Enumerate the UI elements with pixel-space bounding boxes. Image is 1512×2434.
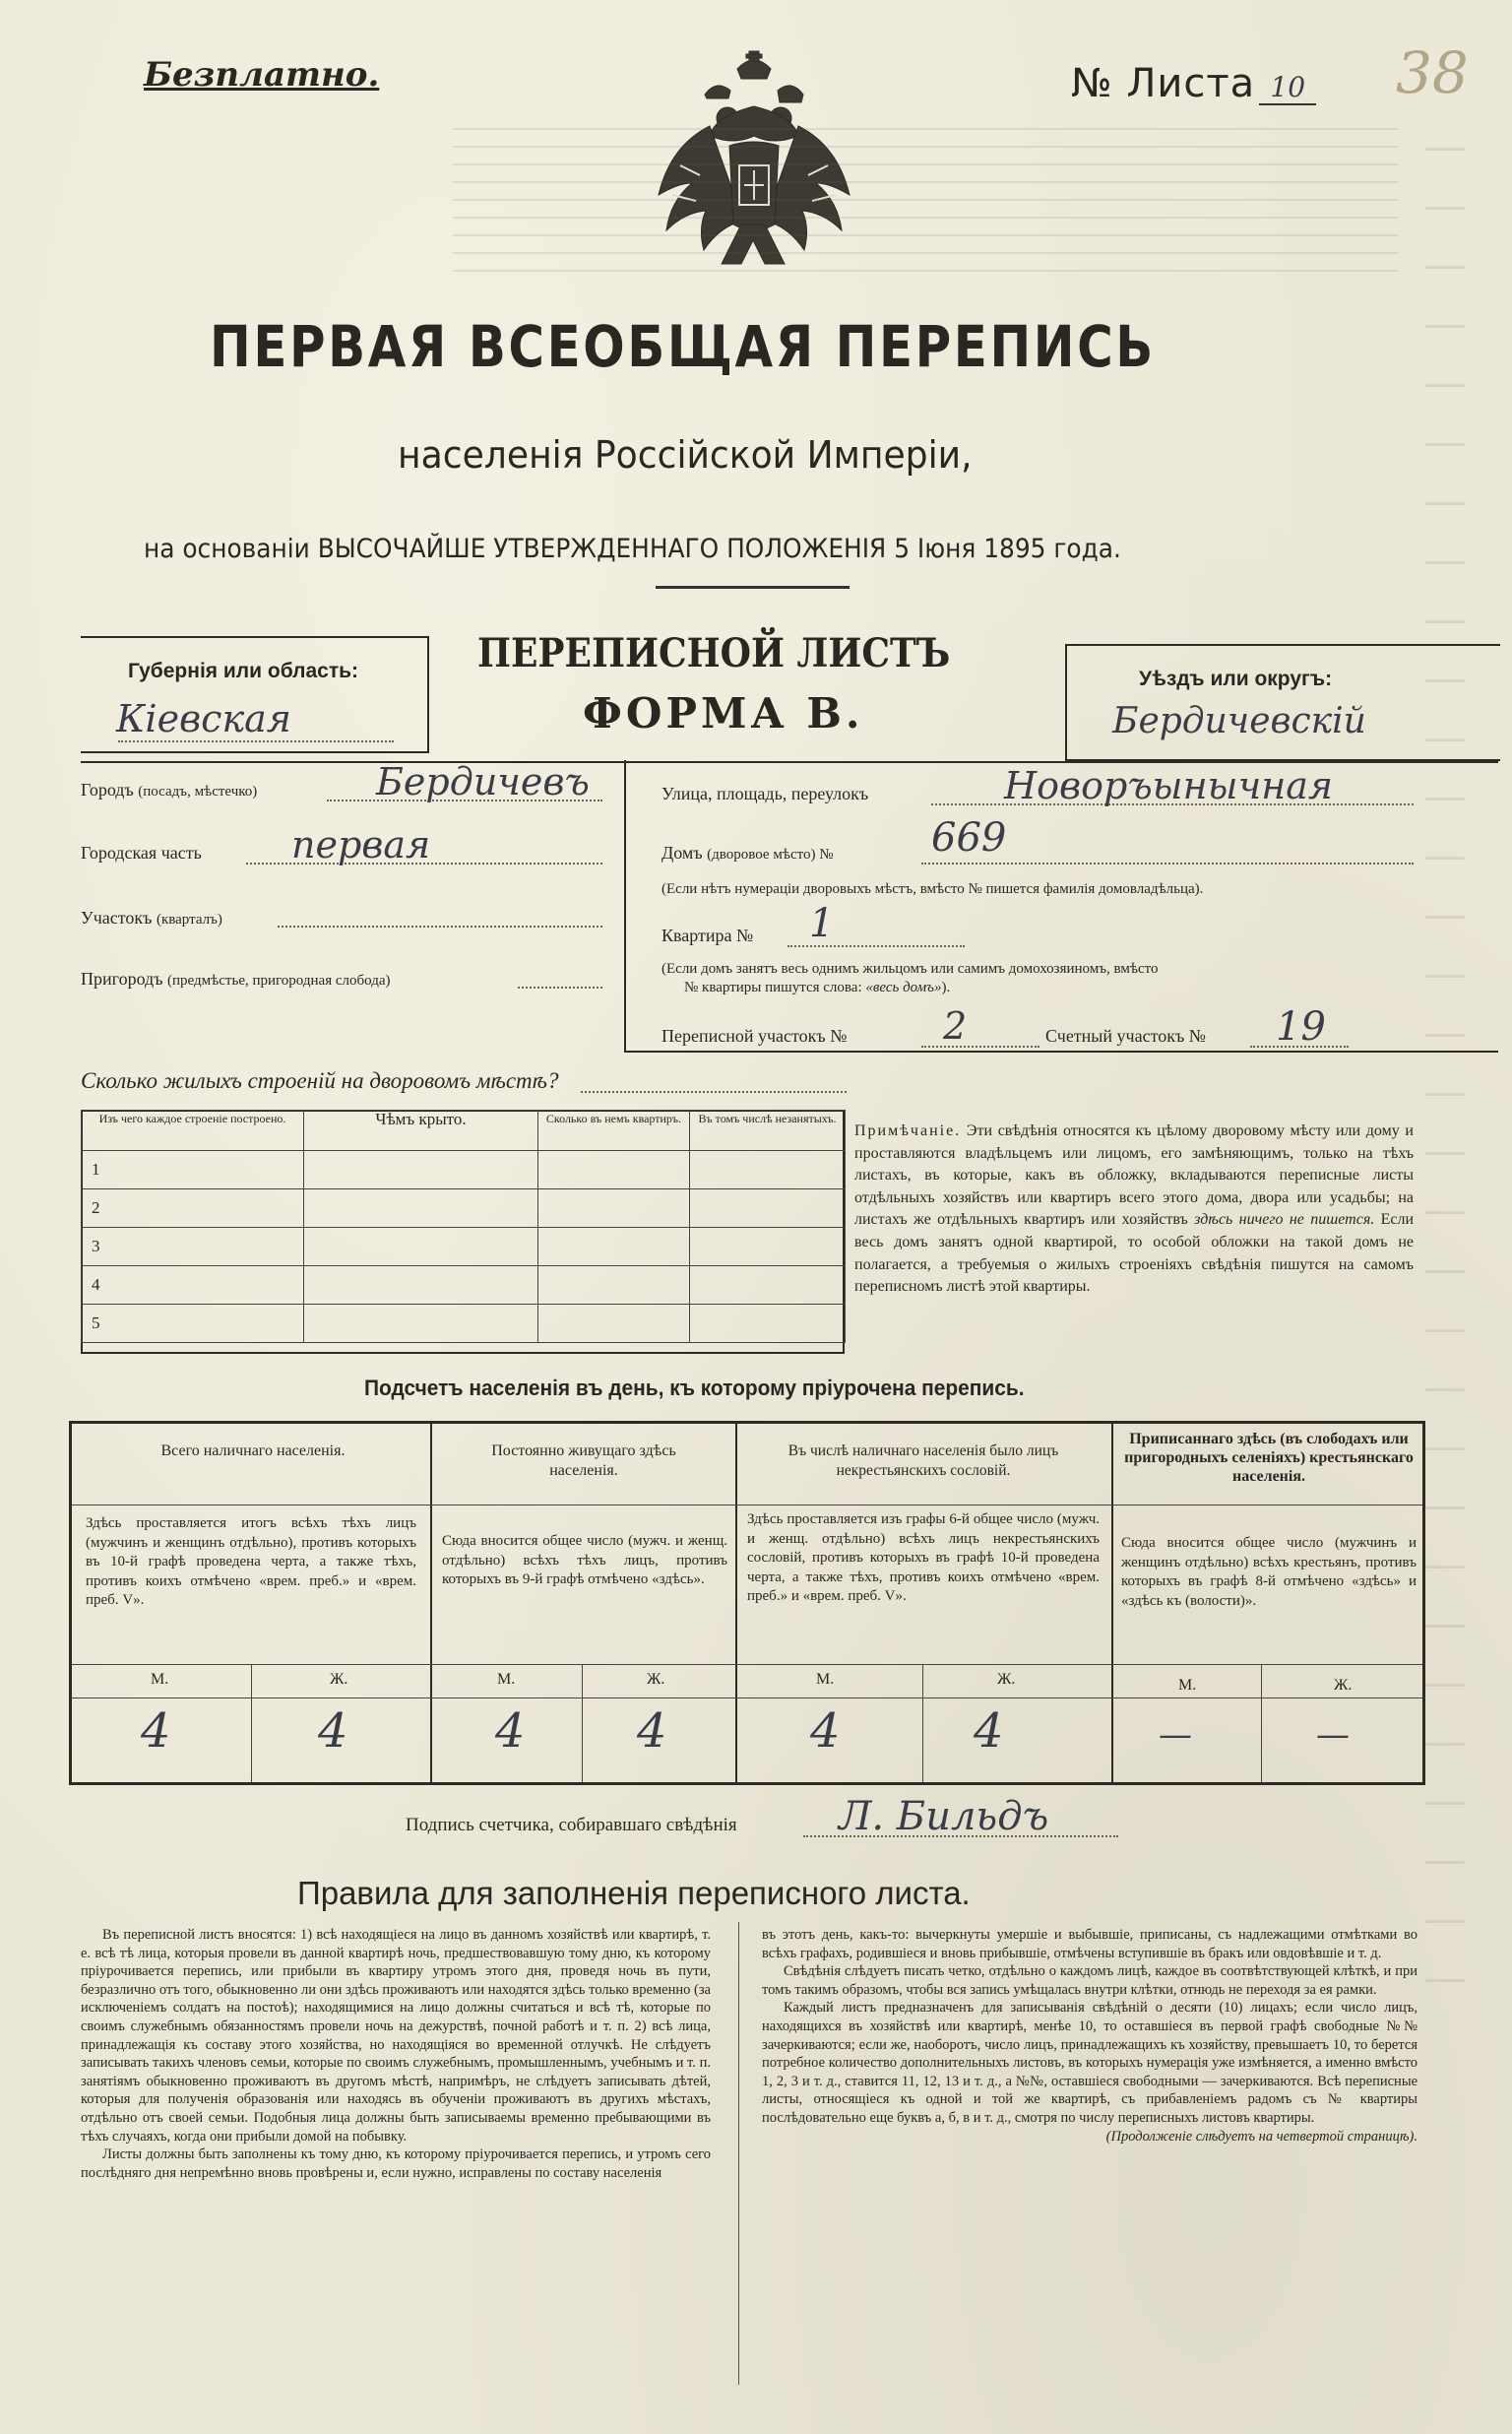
buildings-col-vacant: Въ томъ числѣ незанятыхъ. <box>690 1111 846 1151</box>
district-field <box>81 908 222 929</box>
sheet-title: ПЕРЕПИСНОЙ ЛИСТЪ <box>477 630 951 676</box>
district-line <box>278 926 602 928</box>
count-col-peasant-desc: Сюда вносится общее число (мужчинъ и женщинъ отдѣльно) всѣхъ крестьянъ, противъ которыхъ въ графѣ 8-й отмѣчено «здѣсь» и «здѣсь къ (волости)». <box>1121 1535 1417 1609</box>
rules-column-divider <box>738 1922 739 2385</box>
address-divider <box>624 760 626 1052</box>
district-note: (кварталъ) <box>156 912 222 928</box>
house-value: 669 <box>931 815 1007 861</box>
address-rule <box>81 761 1498 763</box>
count-permanent-male: 4 <box>495 1703 526 1759</box>
buildings-col-apartments: Сколько въ немъ квартиръ. <box>538 1111 690 1151</box>
header-divider <box>656 586 850 589</box>
count-m-label: М. <box>816 1671 835 1688</box>
count-f-label: Ж. <box>997 1671 1016 1688</box>
rules-left-paragraph-2: Листы должны быть заполнены къ тому дню, къ которому пріурочивается перепись, и утромъ сего послѣдняго дня непремѣнно вновь провѣрены и, если нужно, исправлены по составу населенія <box>81 2146 711 2181</box>
apartment-hint-italic: «весь домъ» <box>865 980 942 995</box>
city-field <box>81 780 257 801</box>
sheet-number-value: 10 <box>1259 71 1316 105</box>
city-value: Бердичевъ <box>376 760 590 803</box>
city-part-label: Городская часть <box>81 843 202 863</box>
census-area-line <box>921 1046 1040 1048</box>
count-col-divider <box>582 1664 583 1782</box>
house-note: (дворовое мѣсто) № <box>707 847 834 863</box>
table-row <box>82 1151 846 1189</box>
rules-right-paragraph-2: Свѣдѣнія слѣдуетъ писать четко, отдѣльно о каждомъ лицѣ, каждое въ соотвѣтствующей клѣткѣ, и при томъ такимъ образомъ, чтобы вся запись умѣщалась внутри клѣтки, отнюдь не переходя за ея рамки. <box>762 1963 1418 1998</box>
note-italic: здѣсь ничего не пишется. <box>1194 1211 1375 1229</box>
count-m-label: М. <box>1178 1677 1197 1694</box>
count-col-divider <box>430 1424 432 1782</box>
census-basis: на основаніи ВЫСОЧАЙШЕ УТВЕРЖДЕННАГО ПОЛОЖЕНІЯ 5 Іюня 1895 года. <box>144 534 1121 564</box>
note-text-2: Если весь домъ занятъ одной квартирой, то особой обложки на такой домъ не полагается, а требуемыя о жилыхъ строеніяхъ свѣдѣнія пишутся на самомъ переписномъ листѣ этой квартиры. <box>854 1211 1415 1296</box>
rules-heading: Правила для заполненія переписного листа. <box>297 1875 971 1911</box>
count-table <box>69 1421 1425 1785</box>
apartment-hint-text: № квартиры пишутся слова: <box>684 980 862 995</box>
count-values-rule <box>72 1697 1422 1698</box>
buildings-note <box>854 1121 1414 1299</box>
apartment-line <box>788 945 965 947</box>
guberniya-value: Кіевская <box>116 697 291 740</box>
count-col-nonpeasant-title: Въ числѣ наличнаго населенія было лицъ некрестьянскихъ сословій. <box>788 1442 1059 1479</box>
form-name: ФОРМА В. <box>583 689 864 737</box>
table-row <box>82 1189 846 1228</box>
count-col-nonpeasant-desc: Здѣсь проставляется изъ графы 6-й общее число (мужч. и женщ. отдѣльно) всѣхъ лицъ некрестьянскихъ сословій, противъ которыхъ въ графѣ 10-й проведена черта, а также тѣхъ, противъ коихъ отмѣчено «врем. преб.» и «врем. преб. V». <box>747 1511 1100 1604</box>
count-col-total-title: Всего наличнаго населенія. <box>160 1442 346 1459</box>
imperial-eagle-emblem <box>651 47 857 274</box>
count-peasant-female: — <box>1316 1715 1350 1755</box>
apartment-label: Квартира № <box>662 926 754 945</box>
note-text-1: Эти свѣдѣнія относятся къ цѣлому дворовому мѣсту или дому и проставляются владѣльцемъ или лицомъ, его замѣняющимъ, только на тѣхъ листахъ, въ которые, какъ въ обложку, вкладываются переписные листы отдѣльныхъ хозяйствъ или квартиръ всего этого дома, двора или усадьбы; на листахъ же отдѣльныхъ квартиръ или хозяйствъ <box>854 1122 1414 1229</box>
house-field <box>662 843 834 864</box>
count-col-divider <box>1261 1664 1262 1782</box>
house-label: Домъ <box>662 843 703 863</box>
street-value: Новоръынычная <box>1004 764 1334 807</box>
count-col-divider <box>251 1664 252 1782</box>
buildings-table <box>81 1110 846 1343</box>
rules-right-column <box>762 1926 1418 2146</box>
buildings-table-header <box>82 1111 846 1151</box>
sheet-number <box>1071 61 1316 106</box>
apartment-value: 1 <box>809 901 835 946</box>
count-col-permanent-title: Постоянно живущаго здѣсь населенія. <box>491 1442 676 1479</box>
city-note: (посадъ, мѣстечко) <box>138 784 258 800</box>
count-area-value: 19 <box>1276 1004 1326 1050</box>
uezd-label: Уѣздъ или округъ: <box>1139 668 1333 690</box>
house-line <box>921 863 1414 865</box>
buildings-col-material: Изъ чего каждое строеніе построено. <box>82 1111 304 1151</box>
row-number: 4 <box>82 1266 304 1305</box>
table-row <box>82 1266 846 1305</box>
table-row <box>82 1305 846 1343</box>
free-label: Безплатно. <box>144 55 380 95</box>
suburb-line <box>518 987 602 989</box>
city-label: Городъ <box>81 780 134 800</box>
count-m-label: М. <box>151 1671 169 1688</box>
rules-left-paragraph-1: Въ переписной листъ вносятся: 1) всѣ находящіеся на лицо въ данномъ хозяйствѣ или квартирѣ, т. е. всѣ тѣ лица, которыя провели въ данной квартирѣ ночь, предшествовавшую тому дню, къ которому пріурочивается перепись, или прибыли въ квартиру утромъ этого дня, проведя ночь въ пути, безразлично отъ того, обыкновенно ли они здѣсь проживаютъ или находятся здѣсь только временно (за исключеніемъ солдатъ на постоѣ); находящимися на лицо должны считаться и всѣ тѣ, которые по своимъ служебнымъ обязанностямъ провели ночь на дежурствѣ, почной работѣ и т. п. 2) всѣ лица, принадлежащія къ составу этого хозяйства, но находящіяся во временной отлучкѣ. Не слѣдуетъ записывать такихъ членовъ семьи, которые по своимъ служебнымъ, промышленнымъ, учебнымъ и т. п. занятіямъ обыкновенно проживаютъ въ другомъ мѣстѣ, напримѣръ, не слѣдуетъ записывать дѣтей, которыя для полученія образованія или находясь въ обученіи проживаютъ въ другихъ мѣстахъ, отдѣльно отъ своей семьи. Подобныя лица должны быть записываемы временно пребывающими въ тѣхъ случаяхъ, когда они прибыли домой на побывку. <box>81 1927 711 2145</box>
buildings-question: Сколько жилыхъ строеній на дворовомъ мѣстѣ? <box>81 1068 559 1093</box>
archive-page-number: 38 <box>1396 39 1469 106</box>
paper-edge-marks <box>1425 148 1465 2018</box>
suburb-label: Пригородъ <box>81 969 163 989</box>
count-col-divider <box>1111 1424 1113 1782</box>
count-area-line <box>1250 1046 1349 1048</box>
count-peasant-male: — <box>1159 1715 1192 1755</box>
count-total-female: 4 <box>318 1703 348 1759</box>
guberniya-line <box>118 740 394 742</box>
district-label: Участокъ <box>81 908 153 928</box>
signature-label: Подпись счетчика, собиравшаго свѣдѣнія <box>406 1815 737 1835</box>
count-nonpeasant-female: 4 <box>974 1703 1004 1759</box>
bleed-through <box>453 128 1398 286</box>
row-number: 5 <box>82 1305 304 1343</box>
row-number: 3 <box>82 1228 304 1266</box>
rules-right-paragraph-1: въ этотъ день, какъ-то: вычеркнуты умершіе и выбывшіе, приписаны, съ надлежащими отмѣтками во всѣхъ графахъ, родившіеся и вновь прибывшіе, отмѣчены вступившіе въ бракъ или овдовѣвшіе и т. д. <box>762 1927 1418 1961</box>
buildings-col-roof: Чѣмъ крыто. <box>304 1111 538 1151</box>
suburb-note: (предмѣстье, пригородная слобода) <box>167 973 391 989</box>
buildings-question-line <box>581 1091 847 1093</box>
count-m-label: М. <box>497 1671 516 1688</box>
count-col-divider <box>922 1664 923 1782</box>
sheet-number-label: № Листа <box>1071 61 1256 106</box>
row-number: 1 <box>82 1151 304 1189</box>
street-label: Улица, площадь, переулокъ <box>662 784 869 803</box>
city-part-value: первая <box>291 823 431 866</box>
row-number: 2 <box>82 1189 304 1228</box>
rules-continued: (Продолженіе слѣдуетъ на четвертой страницѣ). <box>1105 2128 1418 2145</box>
count-mf-rule <box>72 1664 1422 1665</box>
count-f-label: Ж. <box>647 1671 665 1688</box>
apartment-hint-end: ). <box>941 980 951 995</box>
census-area-label: Переписной участокъ № <box>662 1026 848 1046</box>
census-title: ПЕРВАЯ ВСЕОБЩАЯ ПЕРЕПИСЬ <box>210 313 1156 380</box>
count-f-label: Ж. <box>1334 1677 1353 1694</box>
signature-value: Л. Бильдъ <box>839 1794 1049 1839</box>
house-hint: (Если нѣтъ нумераціи дворовыхъ мѣстъ, вмѣсто № пишется фамилія домовладѣльца). <box>662 881 1204 897</box>
count-total-male: 4 <box>141 1703 171 1759</box>
count-heading: Подсчетъ населенія въ день, къ которому пріурочена перепись. <box>364 1376 1025 1400</box>
count-nonpeasant-male: 4 <box>810 1703 841 1759</box>
rules-left-column <box>81 1926 711 2182</box>
suburb-field <box>81 969 390 990</box>
address-bottom-rule <box>624 1051 1498 1053</box>
apartment-hint-2 <box>684 980 950 996</box>
count-col-total-desc: Здѣсь проставляется итогъ всѣхъ тѣхъ лицъ (мужчинъ и женщинъ отдѣльно), противъ которыхъ въ 10-й графѣ проведена черта, а также тѣхъ, противъ коихъ отмѣчено «врем. преб.» и «врем. преб. V». <box>86 1515 416 1608</box>
count-col-permanent-desc: Сюда вносится общее число (мужч. и женщ. отдѣльно) всѣхъ тѣхъ лицъ, противъ которыхъ въ 9-й графѣ отмѣчено «здѣсь». <box>442 1533 727 1587</box>
count-permanent-female: 4 <box>637 1703 667 1759</box>
table-row <box>82 1228 846 1266</box>
apartment-hint-1: (Если домъ занятъ весь однимъ жильцомъ или самимъ домохозяиномъ, вмѣсто <box>662 961 1159 977</box>
count-col-peasant-title: Приписаннаго здѣсь (въ слободахъ или пригородныхъ селеніяхъ) крестьянскаго населенія. <box>1124 1431 1414 1485</box>
census-area-value: 2 <box>943 1004 968 1048</box>
rules-right-paragraph-3: Каждый листъ предназначенъ для записыванія свѣдѣній о десяти (10) лицахъ; если число лицъ, находящихся въ хозяйствѣ или квартирѣ, менѣе 10, то оставшіеся въ первой графѣ свободные №№ зачеркиваются; если же, наоборотъ, число лицъ, принадлежащихъ къ хозяйству, превышаетъ 10, то берется потребное количество дополнительныхъ листовъ, въ которыхъ нумерація уже измѣняется, а именно вмѣсто 1, 2, 3 и т. д., ставится 11, 12, 13 и т. д., а №№, оставшіеся свободными — зачеркиваются. Всѣ переписные листы, относящіеся къ одной и той же квартирѣ, съ прибавленіемъ радомъ съ № квартиры послѣдовательно еще буквъ а, б, в и т. д., смотря по числу переписныхъ листовъ квартиры. <box>762 2000 1418 2126</box>
count-col-divider <box>735 1424 737 1782</box>
guberniya-label: Губернія или область: <box>128 660 359 682</box>
count-area-label: Счетный участокъ № <box>1045 1026 1206 1046</box>
census-subtitle: населенія Россійской Имперіи, <box>398 433 973 477</box>
uezd-value: Бердичевскій <box>1112 701 1366 741</box>
count-f-label: Ж. <box>330 1671 348 1688</box>
note-heading: Примѣчаніе. <box>854 1122 962 1139</box>
